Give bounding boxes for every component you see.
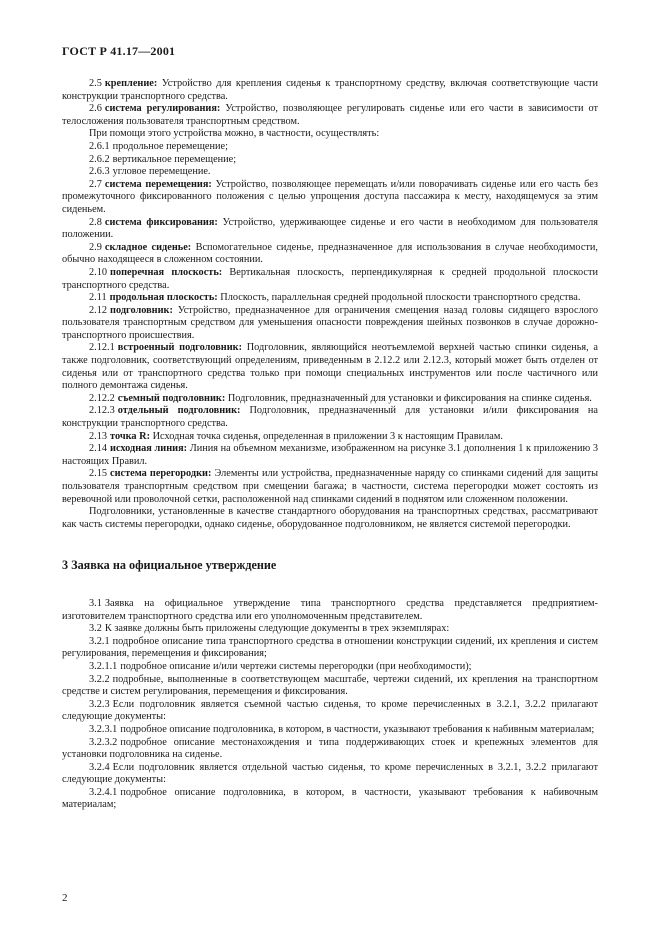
clause-text: Устройство, позволяющее перемещать и/или поворачивать сиденье или его часть без промежуточного фиксированного положения с целью упрощения доступа пассажира к месту, находящемуся за этим сиденьем. (62, 178, 598, 215)
clause-number: 3.2.1 (89, 635, 110, 647)
paragraph (62, 267, 598, 292)
document-body (62, 78, 598, 812)
clause-number: 2.6.2 (89, 153, 110, 165)
section-title: 3 Заявка на официальное утверждение (62, 558, 277, 573)
clause-number: 3.2.4 (89, 761, 110, 773)
clause-number: 2.9 (89, 241, 102, 253)
term: крепление: (104, 78, 158, 89)
paragraph (62, 128, 598, 141)
term: система регулирования: (104, 103, 221, 115)
paragraph (62, 699, 598, 724)
clause-number: 2.6.1 (89, 140, 110, 152)
term: подголовник: (110, 304, 173, 316)
clause-number: 3.2.3.1 (89, 723, 118, 735)
paragraph (62, 762, 598, 787)
paragraph (62, 737, 598, 762)
clause-number: 2.6.3 (89, 166, 110, 178)
clause-number: 3.2.1.1 (89, 660, 118, 672)
clause-number: 2.6 (89, 103, 102, 115)
clause-number: 2.15 (89, 468, 108, 480)
clause-text: Устройство для крепления сиденья к транспортному средству, включая соответствующие части конструкции транспортного средства. (62, 78, 598, 102)
paragraph (62, 405, 598, 430)
clause-text: Плоскость, параллельная средней продольной плоскости транспортного средства. (217, 292, 581, 304)
definitions-block (62, 78, 598, 531)
term: точка R: (110, 430, 151, 442)
paragraph (62, 468, 598, 506)
paragraph (62, 443, 598, 468)
page-number: 2 (62, 892, 68, 904)
term: складное сиденье: (104, 241, 192, 253)
clause-text: подробное описание подголовника, в котором, в частности, указывают требования к набивочным материалам; (62, 786, 598, 811)
paragraph (62, 674, 598, 699)
clause-number: 2.12.3 (89, 405, 115, 417)
term: система перегородки: (110, 468, 212, 480)
term: исходная линия: (110, 443, 188, 455)
clause-number: 2.12.1 (89, 342, 115, 354)
paragraph (62, 636, 598, 661)
clause-text: Элементы или устройства, предназначенные наряду со спинками сидений для защиты пользователя транспортным средством при смещении багажа; в частности, система перегородки может состоять из веревочной или проволочной сетки, расположенной над спинками сидений в поднятом или сложенном положении. (62, 468, 598, 505)
paragraph (62, 661, 598, 674)
clause-number: 2.10 (89, 266, 108, 278)
clause-text: Линия на объемном механизме, изображенном на рисунке 3.1 дополнения 1 к приложению 3 настоящих Правил. (62, 443, 598, 467)
clause-text: подробные, выполненные в соответствующем масштабе, чертежи сидений, их крепления на транспортном средстве и систем регулирования, перемещения и фиксирования. (62, 673, 598, 698)
paragraph (62, 506, 598, 531)
clause-number: 3.1 (89, 597, 102, 609)
paragraph (62, 598, 598, 623)
paragraph (62, 154, 598, 167)
clause-number: 3.2.2 (89, 673, 110, 685)
paragraph (62, 787, 598, 812)
paragraph (62, 179, 598, 217)
clause-number: 3.2 (89, 623, 102, 635)
clause-text: Устройство, предназначенное для ограничения смещения назад головы сидящего взрослого пользователя транспортным средством для уменьшения опасности повреждения шейных позвонков в случае дорожно-транспортного происшествия. (62, 304, 598, 341)
clause-text: Устройство, позволяющее регулировать сиденье или его части в зависимости от телосложения пользователя транспортным средством. (62, 103, 598, 127)
paragraph (62, 103, 598, 128)
paragraph (62, 141, 598, 154)
clause-text: Вертикальная плоскость, перпендикулярная к средней продольной плоскости транспортного средства. (62, 266, 598, 291)
paragraph (62, 242, 598, 267)
paragraph (62, 724, 598, 737)
clause-number: 2.12.2 (89, 392, 115, 404)
clause-text: При помощи этого устройства можно, в частности, осуществлять: (89, 128, 380, 140)
clause-text: подробное описание подголовника, в котором, в частности, указывают требования к набивным материалам; (120, 723, 595, 735)
paragraph (62, 217, 598, 242)
clause-text: Подголовники, установленные в качестве стандартного оборудования на транспортных средствах, рассматривают как часть системы перегородки, однако сиденье, оборудованное подголовником, не является системой перегородки. (62, 506, 598, 530)
clause-number: 2.13 (89, 430, 108, 442)
paragraph (62, 305, 598, 343)
clause-text: Подголовник, предназначенный для установки и/или фиксирования на конструкции транспортного средства. (62, 405, 598, 430)
paragraph (62, 623, 598, 636)
paragraph (62, 342, 598, 392)
clause-number: 3.2.3 (89, 698, 110, 710)
term: встроенный подголовник: (117, 342, 243, 354)
clause-text: подробное описание и/или чертежи системы перегородки (при необходимости); (120, 660, 472, 672)
clause-text: вертикальное перемещение; (112, 153, 237, 165)
clause-number: 2.7 (89, 178, 102, 190)
term: поперечная плоскость: (110, 266, 223, 278)
term: отдельный подголовник: (117, 405, 241, 417)
clause-text: Подголовник, являющийся неотъемлемой верхней частью спинки сиденья, а также подголовник, соответствующий определениям, приведенным в 2.12.2 или 2.12.3, который может быть отделен от сиденья или от транспортного средства только при помощи специальных инструментов или после частичного или полного демонтажа сиденья. (62, 342, 598, 392)
clause-text: Заявка на официальное утверждение типа транспортного средства представляется предприятием-изготовителем транспортного средства или его уполномоченным представителем. (62, 597, 598, 622)
term: съемный подголовник: (117, 392, 226, 404)
clause-number: 3.2.3.2 (89, 736, 118, 748)
clause-text: Подголовник, предназначенный для установки и фиксирования на спинке сиденья. (225, 392, 592, 404)
clause-number: 3.2.4.1 (89, 786, 118, 798)
clause-text: подробное описание местонахождения и типа поддерживающих стоек и крепежных элементов для установки подголовника на сиденье. (62, 736, 598, 761)
paragraph (62, 166, 598, 179)
clause-text: подробное описание типа транспортного средства в отношении конструкции сидений, их крепления и систем регулирования, перемещения и фиксирования; (62, 635, 598, 660)
clause-number: 2.12 (89, 304, 108, 316)
term: продольная плоскость: (109, 292, 218, 304)
clause-text: К заявке должны быть приложены следующие документы в трех экземплярах: (104, 623, 450, 635)
clause-number: 2.14 (89, 443, 108, 455)
term: система перемещения: (104, 178, 212, 190)
paragraph (62, 78, 598, 103)
clause-number: 2.8 (89, 216, 102, 228)
clause-text: Если подголовник является отдельной частью сиденья, то кроме перечисленных в 3.2.1, 3.2.2 прилагают следующие документы: (62, 761, 598, 786)
paragraph (62, 431, 598, 444)
clause-text: продольное перемещение; (112, 140, 228, 152)
application-block (62, 598, 598, 812)
paragraph (62, 393, 598, 406)
clause-number: 2.11 (89, 292, 107, 304)
clause-number: 2.5 (89, 78, 102, 89)
paragraph (62, 292, 598, 305)
clause-text: Устройство, удерживающее сиденье и его части в необходимом для пользователя положении. (62, 216, 598, 241)
clause-text: угловое перемещение. (112, 166, 211, 178)
clause-text: Исходная точка сиденья, определенная в приложении 3 к настоящим Правилам. (150, 430, 503, 442)
clause-text: Вспомогательное сиденье, предназначенное для использования в случае необходимости, обычно находящееся в сложенном состоянии. (62, 241, 598, 266)
standard-header: ГОСТ Р 41.17—2001 (62, 44, 176, 58)
term: система фиксирования: (104, 216, 218, 228)
clause-text: Если подголовник является съемной частью сиденья, то кроме перечисленных в 3.2.1, 3.2.2 прилагают следующие документы: (62, 698, 598, 723)
